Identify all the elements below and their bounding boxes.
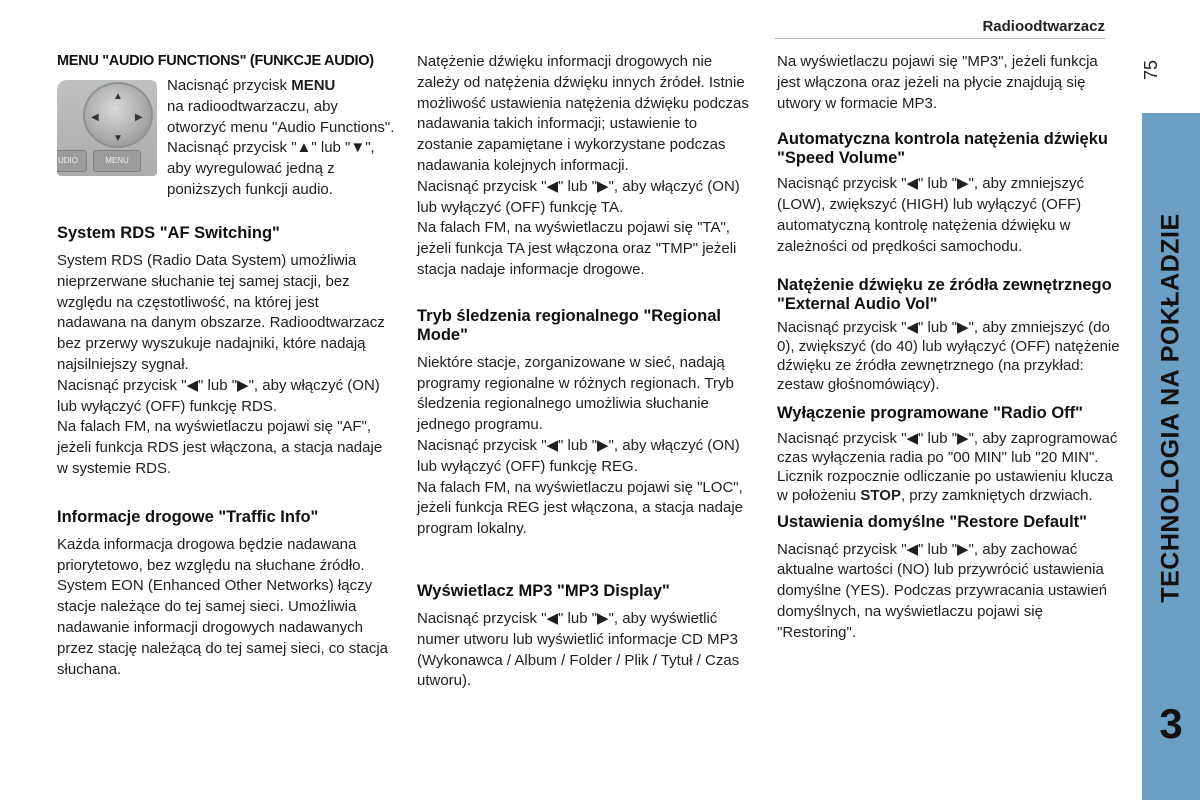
audio-button-image: UDIO xyxy=(57,150,87,172)
intro-line-2: na radioodtwarzaczu, aby otworzyć menu "Audio Functions". xyxy=(167,97,395,136)
radio-off-paragraph-2b: , przy zamkniętych drzwiach. xyxy=(900,486,1093,504)
restore-heading: Ustawienia domyślne "Restore Default" xyxy=(777,512,1087,531)
page-number: 75 xyxy=(1141,59,1161,81)
radio-off-paragraph-1: Nacisnąć przycisk "◀" lub "▶", aby zaprogramować czas wyłączenia radia po "00 MIN" lub "20 MIN". xyxy=(777,429,1118,466)
mp3-heading: Wyświetlacz MP3 "MP3 Display" xyxy=(417,581,670,600)
column-2 xyxy=(417,52,757,692)
rds-heading: System RDS "AF Switching" xyxy=(57,224,280,242)
running-header: Radioodtwarzacz xyxy=(982,18,1105,35)
intro-block xyxy=(57,76,395,226)
traffic-heading: Informacje drogowe "Traffic Info" xyxy=(57,507,319,526)
rds-paragraph-1: System RDS (Radio Data System) umożliwia nieprzerwane słuchanie tej samej stacji, bez względu na częstotliwość, na której jest nadawana na danym obszarze. Radioodtwarzacz bez przerwy wyszukuje nadajniki, które nadają najsilniejszy sygnał. xyxy=(57,252,385,373)
radio-off-paragraph-2a: Licznik rozpocznie odliczanie po ustawieniu klucza w położeniu xyxy=(777,467,1114,504)
traffic-paragraph-3: Nacisnąć przycisk "◀" lub "▶", aby włączyć (ON) lub wyłączyć (OFF) funkcję TA. xyxy=(417,177,740,216)
external-paragraph-1: Nacisnąć przycisk "◀" lub "▶", aby zmniejszyć (do 0), zwiększyć (do 40) lub wyłączyć (OFF) natężenie dźwięku ze źródła zewnętrznego (na przykład: zestaw głośnomówiący). xyxy=(777,318,1120,393)
radio-off-heading: Wyłączenie programowane "Radio Off" xyxy=(777,403,1083,422)
external-heading: Natężenie dźwięku ze źródła zewnętrznego "External Audio Vol" xyxy=(777,275,1112,313)
regional-paragraph-2: Nacisnąć przycisk "◀" lub "▶", aby włączyć (ON) lub wyłączyć (OFF) funkcję REG. xyxy=(417,436,740,475)
intro-line-3: Nacisnąć przycisk "▲" lub "▼", aby wyregulować jedną z poniższych funkcji audio. xyxy=(167,139,375,198)
regional-paragraph-3: Na falach FM, na wyświetlaczu pojawi się "LOC", jeżeli funkcja REG jest włączona, a stacja nadaje program lokalny. xyxy=(417,478,744,538)
traffic-paragraph-4: Na falach FM, na wyświetlaczu pojawi się "TA", jeżeli funkcja TA jest włączona oraz "TMP" jeżeli stacja nadaje informacje drogowe. xyxy=(417,219,737,278)
intro-line-1: Nacisnąć przycisk xyxy=(167,77,292,94)
traffic-paragraph-1: Każda informacja drogowa będzie nadawana priorytetowo, bez względu na słuchane źródło. System EON (Enhanced Other Networks) łączy stacje należące do tej samej sieci. Umożliwia nadawanie informacji drogowych nadawanych przez stację należącą do tej samej sieci, co stacja słuchana. xyxy=(57,535,388,678)
dial-icon: ▲ ▼ ◀ ▶ xyxy=(83,82,153,148)
rds-paragraph-2: Nacisnąć przycisk "◀" lub "▶", aby włączyć (ON) lub wyłączyć (OFF) funkcję RDS. xyxy=(57,376,380,415)
chapter-number: 3 xyxy=(1159,700,1183,747)
mp3-paragraph-2: Na wyświetlaczu pojawi się "MP3", jeżeli funkcja jest włączona oraz jeżeli na płycie znajdują się utwory w formacie MP3. xyxy=(777,53,1098,112)
intro-text xyxy=(167,76,397,201)
header-rule xyxy=(775,38,1105,39)
chapter-title-text: TECHNOLOGIA NA POKŁADZIE xyxy=(1156,213,1185,603)
regional-heading: Tryb śledzenia regionalnego "Regional Mode" xyxy=(417,306,721,344)
stop-keyword: STOP xyxy=(860,486,901,504)
speed-paragraph-1: Nacisnąć przycisk "◀" lub "▶", aby zmniejszyć (LOW), zwiększyć (HIGH) lub wyłączyć (OFF) automatyczną kontrolę natężenia dźwięku w zależności od prędkości samochodu. xyxy=(777,175,1084,255)
rds-paragraph-3: Na falach FM, na wyświetlaczu pojawi się "AF", jeżeli funkcja RDS jest włączona, a stacja nadaje w systemie RDS. xyxy=(57,418,383,477)
chapter-title xyxy=(1142,113,1200,703)
regional-paragraph-1: Niektóre stacje, zorganizowane w sieć, nadają programy regionalne w różnych regionach. Tryb śledzenia regionalnego umożliwia słuchanie jednego programu. xyxy=(417,353,734,434)
menu-keyword: MENU xyxy=(291,77,336,94)
menu-button-image: MENU xyxy=(93,150,141,172)
column-1 xyxy=(57,52,395,680)
mp3-paragraph-1: Nacisnąć przycisk "◀" lub "▶", aby wyświetlić numer utworu lub wyświetlić informacje CD MP3 (Wykonawca / Album / Folder / Plik / Tytuł / Czas utworu). xyxy=(417,609,740,690)
restore-paragraph-1: Nacisnąć przycisk "◀" lub "▶", aby zachować aktualne wartości (NO) lub przywrócić ustawienia domyślne (YES). Podczas przywracania ustawień domyślnych, na wyświetlaczu pojawi się "Restoring". xyxy=(777,540,1108,641)
column-3 xyxy=(777,52,1122,644)
speed-heading: Automatyczna kontrola natężenia dźwięku "Speed Volume" xyxy=(777,130,1108,168)
traffic-paragraph-2: Natężenie dźwięku informacji drogowych nie zależy od natężenia dźwięku innych źródeł. Istnie możliwość ustawienia natężenia dźwięku podczas nadawania takich informacji; ustawienie to zostanie zapamiętane i wykorzystane podczas nadawania kolejnych informacji. xyxy=(417,53,749,174)
radio-control-photo xyxy=(57,80,157,176)
menu-heading: MENU "AUDIO FUNCTIONS" (FUNKCJE AUDIO) xyxy=(57,53,374,69)
